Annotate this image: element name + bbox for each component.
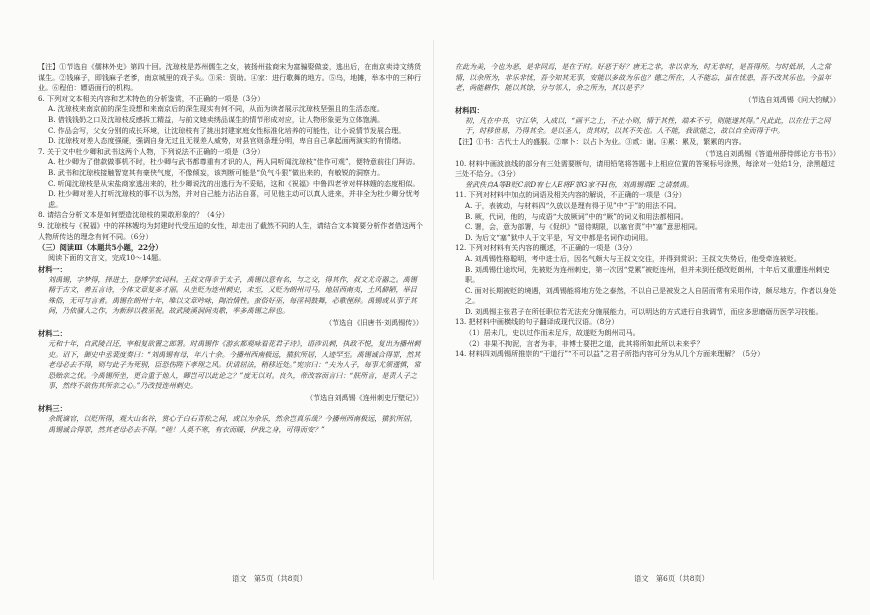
- question-7-option-a: A. 杜少卿为了借款做事机不时，杜少卿与武书都尊重有才识的人，两人同听闻沈琼枝“佳作可观”，便特意前往门拜访。: [48, 157, 420, 167]
- material-4-note: 【注】①书：古代士人的盛服。②窜卜：以占卜为业。③贰：谢。④累：累及，繁累的内容。: [455, 136, 746, 146]
- material-3-text: 余既谪官，以贬所得，观大山名谷，赏心于白石青松之间，或以为余乐，然余岂真乐哉？今播州西南极远，猿狖所居，禹锡诚合得罪，然其老母必去不得。“嗟！人莫不寒，有衣而暖，伊我之身，可得而安？”: [48, 414, 417, 434]
- right-page: [455, 62, 840, 562]
- question-7-option-c: C. 听闻沈琼枝是从宋盐商家逃出来的，杜少卿说沈的出逃行为不妥贴，这和《祝福》中鲁四老爷对样林嫂的态度相似。: [48, 178, 420, 188]
- question-13-part-2: （2）非果不拘泥，言者为非，非博士要把之道，此其将所如此所以未来乎？: [465, 338, 704, 348]
- question-12: 12. 下列对材料有关内容的概述，不正确的一项是（3分）: [455, 243, 637, 253]
- note-text: 【注】①节选自《儒林外史》第四十回。沈琼枝是苏州儒生之女，被扬州盐商宋为富骗娶做妾，逃出后，在南京卖诗文绣货谋生。②钱麻子，即钱麻子老爹，南京城里的戏子头。③采：资助。④家：进行歌舞的地方。⑤乌，地摊，举本中的三种行业。⑥程伯：嫖语面行的机构。: [38, 62, 422, 93]
- question-11-option-b: B. 厥，代词，他的，与成语“大放厥词”中的“厥”的词义和用法都相同。: [465, 211, 688, 221]
- question-6-option-a: A. 沈琼枝来南京前的深生设想和来南京后的深生现实有何不同，从而为读者展示沈琼枝坚强且的生活态度。: [48, 104, 384, 114]
- question-10-sentence: 誉武佚自A等B贬C欲D宥七人E将F罪G家不H伤，刘禹锡谓E 之请禁禹。: [465, 179, 694, 189]
- question-12-option-d: D. 刘禹锡主张君子在所任职位若无法充分施展能力，可以明达的方式进行自我调节，而应多思磨砺历医学习技能。: [465, 306, 823, 316]
- question-11: 11. 下列对材料中加点的词语及相关内容的解说，不正确的一项是（3分）: [455, 190, 686, 200]
- material-2-text: 元和十年，自武陵召还，宰相复欲置之郎署。时禹锡作《游玄都观咏看花君子诗》，语涉讥刺，执政不悦，复出为播州刺史。诏下，御史中丞裴度奏曰：“刘禹锡有母，年八十余。今播州西南极远，猿狖所居，人迹罕至。禹锡诚合得罪，然其老母必去不得，则与此子为死别，臣恐伤陛下孝理之风。伏请屈法，稍移近处。”宪宗曰：“夫为人子，每事尤须谨慎，常恐贻亲之忧。今禹锡所坐，更合重于他人，卿岂可以此论之？”度无以对。良久，帝改容而言曰：“朕所言，是责人子之事，然终不欲伤其所亲之心。”乃改授连州刺史。: [48, 339, 421, 391]
- question-13: 13. 把材料中画横线的句子翻译成现代汉语。（8分）: [455, 317, 619, 327]
- section-3-title: （三）阅读Ⅲ（本题共5小题，22分）: [38, 243, 163, 253]
- question-7-option-d: D. 杜少卿对差人打听沈琼枝的事不以为然，并对自己能力沾沾自喜，可见他主动可以真人进来，并非全为杜少卿分忧考虑。: [48, 189, 420, 209]
- question-14: 14. 材料四刘禹锡所推崇的“干道行”“不可以益”之君子所指内容可分为从几个方面来理解？（5分）: [455, 349, 765, 359]
- page-footer-right: 语文 第6页（共8页）: [634, 574, 709, 583]
- material-1-title: 材料一：: [38, 264, 67, 274]
- question-6-option-b: B. 借钱钱奶之口及沈琼枝反感拆工精益，与前文她卖绣品谋生的情节形成对应，让人物形象更为立体饱满。: [48, 114, 385, 124]
- material-4-source: （节选自刘禹锡《答道州薛侍郎论方书书》）: [701, 148, 840, 158]
- page-fold: [433, 40, 434, 580]
- question-7: 7. 关于文中杜少卿和武书这两个人物，下列说法不正确的一项是（3分）: [38, 146, 265, 156]
- section-3-intro: 阅读下面的文言文，完成10～14题。: [48, 253, 166, 263]
- material-3-title: 材料三：: [38, 404, 67, 414]
- material-2-title: 材料二：: [38, 329, 67, 339]
- question-9: 9. 沈琼枝与《祝福》中的祥林嫂均为封建时代受压迫的女性，却走出了截然不同的人生，请结合文本简要分析作者借这两个人物所传达的理念有何不同。（6分）: [38, 220, 423, 241]
- question-12-option-a: A. 刘禹锡性格聪明，考中进士后，因名气颇大与王叔文交往，并得到赏识；王叔文失势后，他受牵连被贬。: [465, 253, 801, 263]
- page-footer-left: 语文 第5页（共8页）: [232, 574, 307, 583]
- question-6-option-c: C. 作品会写，父女分别的成长环境，让沈琼枝有了挑出封建家庭女性标准化培养的可能性，让小说情节发展合理。: [48, 125, 406, 135]
- question-6: 6. 下列对文本相关内容和艺术特色的分析鉴赏，不正确的一项是（3分）: [38, 93, 265, 103]
- material-3-source: （节选自刘禹锡《问大钧赋》）: [744, 94, 840, 104]
- question-11-option-d: D. 为后文“塞”狱中人于文平是，写文中都是名词作动词用。: [465, 232, 653, 242]
- material-3-continued: 在此为美，今也为恶，是非同焉，是在于时。好恶于好？唐无之非，非以非为，时无非时，是吾得所。与时低昂，人之常情，以余所为，非乐非忧，吾今知其无事，安能以多故为乐也？德之所在，人不能忘，虽在忧患，吾不改其乐也。今虽年老，尚能耕作，能以其馀，分与邻人，余之所为，其以是乎？: [455, 62, 831, 93]
- question-12-option-b: B. 刘禹锡仕途坎坷，先被贬为连州刺史，第一次因“党累”被贬连州，但并未到任便改贬朗州，十年后又重遭连州刺史职。: [465, 264, 830, 285]
- material-4-text: 初，凡在中书，守江华，入成以，“画平之上，不止小则，情于其性，端本不亏，则能遂其得。”凡此此，以在仕于之同于，时移世易，乃得其全。是以圣人，贵其时，以其不失也。人不能，我欲能之，故以自全而得于中。: [465, 115, 831, 136]
- question-7-option-b: B. 武书和沈琼枝接触智宽其有豪侠气度，不像倾妄，该判断可能是“负气斗狠”做出来的，有敏锐的洞察力。: [48, 167, 385, 177]
- left-page: [38, 62, 423, 562]
- question-11-option-c: C. 署，会，意为部署，与《促织》“留待期限，以塞官责”中“塞”意思相同。: [465, 222, 703, 232]
- question-10: 10. 材料中画波浪线的部分有三处需要断句，请用铅笔将答题卡上相应位置的答案标号涂黑，每涂对一处给1分，涂黑超过三处不给分。（3分）: [455, 158, 835, 179]
- question-11-option-a: A. 于，表被动，与材料四“久放以是理有得于见”中“于”的用法不同。: [465, 200, 681, 210]
- material-2-source: （节选自刘禹锡《连州刺史厅壁记》）: [305, 393, 423, 403]
- question-13-part-1: （1）居未几，史以过作而未足斥，故遂贬为朗州司马。: [465, 328, 640, 338]
- question-8: 8. 请结合分析文本是如何塑造沈琼枝的果敢形象的？（4分）: [38, 210, 229, 220]
- material-1-source: （节选自《旧唐书·刘禹锡传》）: [324, 318, 423, 328]
- question-12-option-c: C. 面对长期被贬的境遇，刘禹锡能将地方处之泰然，不以自己是被发之人自居而常有采用作诗，颇尽地方，作者以身处之。: [465, 285, 837, 306]
- question-6-option-d: D. 沈琼枝对差人态度强硬，强调自身无过且无视差人威势，对县官则条理分明，卑自自己拿起面两演实的有情绪。: [48, 136, 406, 146]
- material-1-text: 刘禹锡，字梦得，择进士，登博学宏词科。王叔文得幸于太子，禹锡以意有名，与之交，得其作，叔文尤奇器之。禹锡精于古文，善五言诗，今体文章复多才丽。从坐贬为连州刺史，未至，又贬为朗州司马。地居西南夷，土风僻陋，举目殊俗，无可与言者。禹锡在朗州十年，唯以文章吟咏，陶冶情性。蛮俗好巫，每淫祠鼓舞，必歌俚辞。禹锡或从事于其间，乃依骚人之作，为新辞以教巫祝。故武陵溪洞间夷歌，率多禹锡之辞也。: [48, 274, 417, 316]
- material-4-title: 材料四：: [455, 105, 484, 115]
